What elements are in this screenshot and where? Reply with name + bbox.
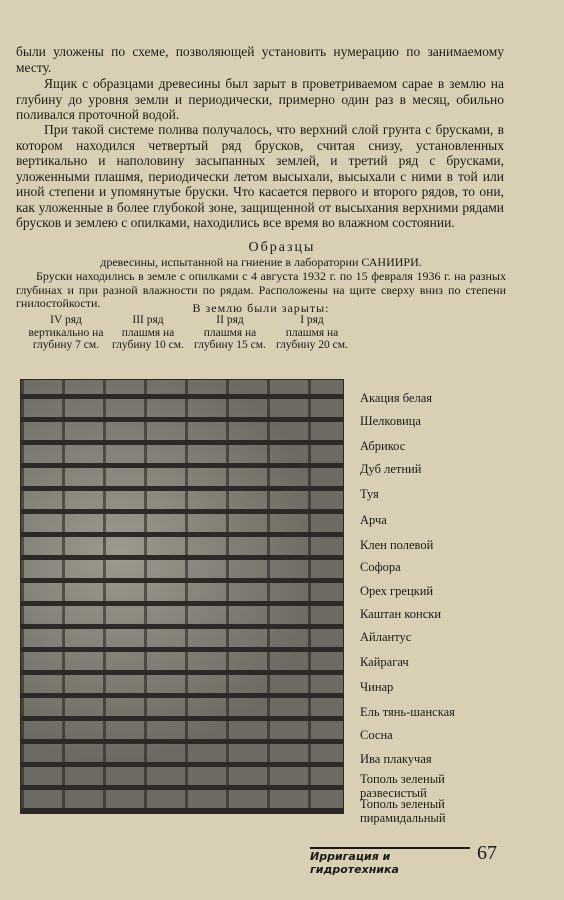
species-label: Тополь зеленый развесистый <box>360 772 445 800</box>
species-label: Дуб летний <box>360 462 422 476</box>
species-label: Каштан конски <box>360 607 442 621</box>
species-label: Шелковица <box>360 414 421 428</box>
species-label: Ель тянь-шанская <box>360 705 455 719</box>
species-label: Тополь зеленый пирамидальный <box>360 797 446 825</box>
column-detail: вертикально на глубину 7 см. <box>28 326 104 351</box>
footer-rule <box>310 847 470 849</box>
column-header-iii <box>108 314 188 352</box>
column-label: IV ряд <box>50 314 82 326</box>
species-label: Софора <box>360 560 401 574</box>
column-header-ii <box>190 314 270 352</box>
column-header-i <box>272 314 352 352</box>
species-label: Кайрагач <box>360 655 409 669</box>
paragraph-3: При такой системе полива получалось, что верхний слой грунта с брусками, в котором находился четвертый ряд брусков, считая снизу, установленных вертикально и наполовину засыпанных землей, и третий ряд с брусками, уложенными плашмя, периодически летом высыхали, высыхали с ними в той или иной степени и упомянутые бруски. Что касается первого и второго рядов, то они, как уложенные в более глубокой зоне, защищенной от высыхания верхними рядами брусков и землею с опилками, находились все время во влажном состоянии. <box>16 122 504 230</box>
column-label: II ряд <box>216 314 244 326</box>
caption-subhead: В землю были зарыты: <box>192 301 330 315</box>
species-label: Клен полевой <box>360 538 434 552</box>
column-header-iv <box>26 314 106 352</box>
column-detail: плашмя на глубину 10 см. <box>112 326 184 351</box>
specimen-photo <box>20 379 344 814</box>
species-label: Айлантус <box>360 630 412 644</box>
journal-title: Ирригация и гидротехника <box>310 850 399 876</box>
paragraph-1: были уложены по схеме, позволяющей установить нумерацию по занимаемому месту. <box>16 44 504 75</box>
caption-line-1: древесины, испытанной на гниение в лаборатории САНИИРИ. <box>100 255 422 269</box>
species-label: Сосна <box>360 728 393 742</box>
species-label: Орех грецкий <box>360 584 434 598</box>
page-number: 67 <box>477 842 497 864</box>
column-detail: плашмя на глубину 15 см. <box>194 326 266 351</box>
species-label: Чинар <box>360 680 394 694</box>
column-label: III ряд <box>132 314 164 326</box>
column-detail: плашмя на глубину 20 см. <box>276 326 348 351</box>
species-label: Акация белая <box>360 391 432 405</box>
species-label: Арча <box>360 513 387 527</box>
paragraph-2: Ящик с образцами древесины был зарыт в проветриваемом сарае в землю на глубину до уровня земли и периодически, примерно один раз в месяц, обильно поливался проточной водой. <box>16 76 504 122</box>
column-label: I ряд <box>300 314 324 326</box>
caption-title: Образцы <box>248 240 316 255</box>
species-label: Абрикос <box>360 439 406 453</box>
species-label: Ива плакучая <box>360 752 432 766</box>
species-label: Туя <box>360 487 379 501</box>
caption-line-2: Бруски находились в земле с опилками с 4 августа 1932 г. по 15 февраля 1936 г. на разных глубинах и при разной влажности по рядам. Расположены на щите сверху вниз по степени гнилостойкости. <box>16 269 506 310</box>
